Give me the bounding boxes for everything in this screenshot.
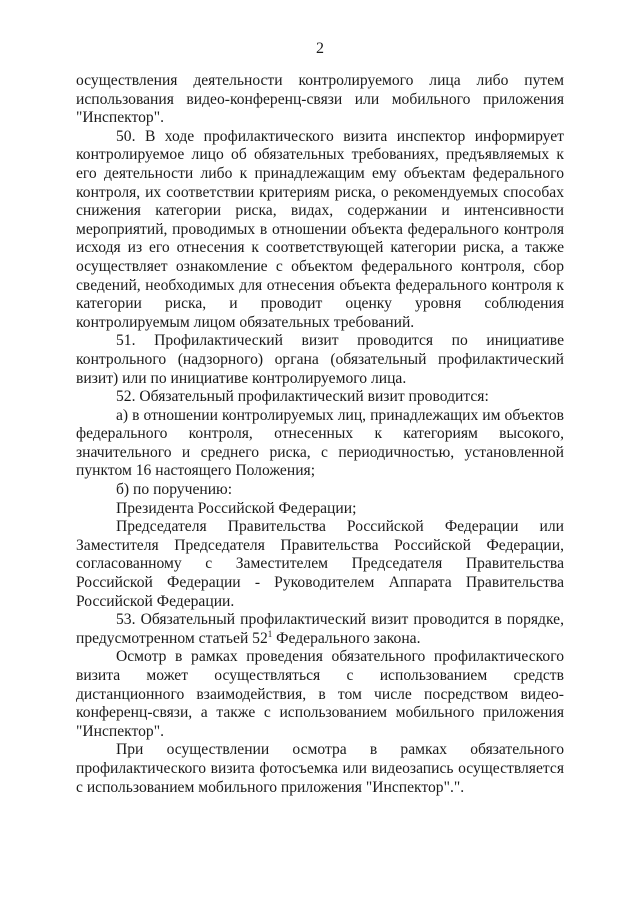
paragraph-50: 50. В ходе профилактического визита инспектор информирует контролируемое лицо об обязательных требованиях, предъявляемых к его деятельности либо к принадлежащим ему объектам федерального контроля, их соответствии критериям риска, о рекомендуемых способах снижения категории риска, видах, содержании и интенсивности мероприятий, проводимых в отношении объекта федерального контроля исходя из его отнесения к соответствующей категории риска, а также осуществляет ознакомление с объектом федерального контроля, сбор сведений, необходимых для отнесения объекта федерального контроля к категории риска, и проводит оценку уровня соблюдения контролируемым лицом обязательных требований. — [76, 127, 564, 331]
paragraph-president: Президента Российской Федерации; — [116, 499, 357, 517]
paragraph-52-b: б) по поручению: — [116, 481, 233, 499]
paragraph-inspection: Осмотр в рамках проведения обязательного профилактического визита может осуществляться с использованием средств дистанционного взаимодействия, в том числе посредством видео-конференц-связи, а также с использованием мобильного приложения "Инспектор". — [76, 648, 564, 740]
paragraph-photo-video: При осуществлении осмотра в рамках обязательного профилактического визита фотосъемка или видеозапись осуществляется с использованием мобильного приложения "Инспектор".". — [76, 741, 564, 796]
page-number: 2 — [316, 40, 324, 57]
paragraph-52: 52. Обязательный профилактический визит проводится: — [116, 388, 489, 406]
paragraph-53 — [76, 611, 564, 648]
article-superscript: 1 — [267, 628, 273, 639]
document-body — [76, 72, 564, 797]
paragraph-continuation: осуществления деятельности контролируемого лица либо путем использования видео-конференц-связи или мобильного приложения "Инспектор". — [76, 72, 564, 127]
paragraph-51: 51. Профилактический визит проводится по инициативе контрольного (надзорного) органа (обязательный профилактический визит) или по инициативе контролируемого лица. — [76, 332, 564, 387]
paragraph-53-text: 53. Обязательный профилактический визит проводится в порядке, предусмотренном статьей 52 — [76, 611, 564, 647]
paragraph-chairman: Председателя Правительства Российской Федерации или Заместителя Председателя Правительства Российской Федерации, согласованному с Заместителем Председателя Правительства Российской Федерации - Руководителем Аппарата Правительства Российской Федерации. — [76, 518, 564, 610]
paragraph-52-a: а) в отношении контролируемых лиц, принадлежащих им объектов федерального контроля, отнесенных к категориям высокого, значительного и среднего риска, с периодичностью, установленной пунктом 16 настоящего Положения; — [76, 406, 564, 480]
paragraph-53-tail: Федерального закона. — [272, 629, 421, 647]
